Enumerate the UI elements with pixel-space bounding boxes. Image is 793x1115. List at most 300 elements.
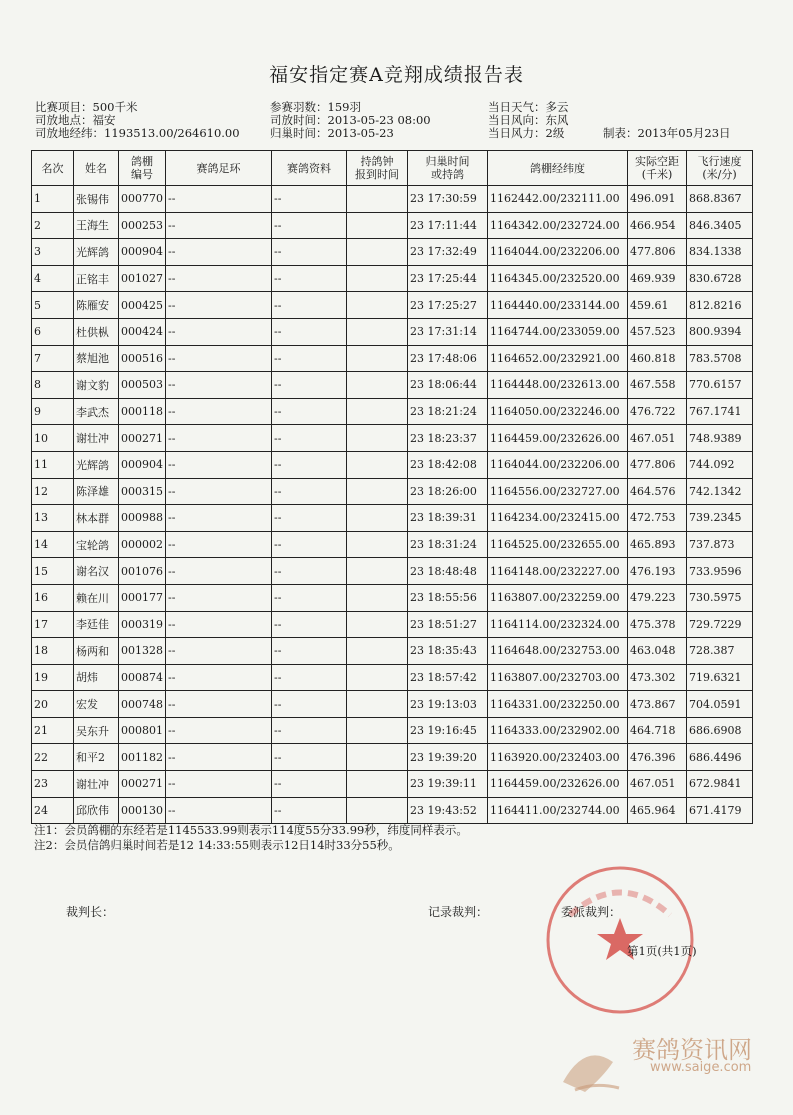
rank-cell: 9 xyxy=(32,398,74,425)
arrival-time-cell: 23 17:32:49 xyxy=(408,239,488,266)
table-row xyxy=(32,186,753,213)
ring-cell: -- xyxy=(166,744,272,771)
speed-cell: 729.7229 xyxy=(687,611,753,638)
distance-cell: 476.722 xyxy=(628,398,687,425)
distance-cell: 475.378 xyxy=(628,611,687,638)
meta-project: 比赛项目：500千米 xyxy=(35,100,138,114)
bird-info-cell: -- xyxy=(272,265,347,292)
arrival-time-cell: 23 18:21:24 xyxy=(408,398,488,425)
name-cell: 宝轮鸽 xyxy=(74,531,119,558)
distance-cell: 466.954 xyxy=(628,212,687,239)
rank-cell: 12 xyxy=(32,478,74,505)
ring-cell: -- xyxy=(166,505,272,532)
name-cell: 赖在川 xyxy=(74,584,119,611)
column-header: 赛鸽资料 xyxy=(272,151,347,186)
table-row xyxy=(32,398,753,425)
coords-cell: 1164440.00/233144.00 xyxy=(488,292,628,319)
coords-cell: 1163807.00/232703.00 xyxy=(488,664,628,691)
arrival-time-cell: 23 18:26:00 xyxy=(408,478,488,505)
speed-cell: 783.5708 xyxy=(687,345,753,372)
loft-id-cell: 000748 xyxy=(119,691,166,718)
table-row xyxy=(32,425,753,452)
column-header: 赛鸽足环 xyxy=(166,151,272,186)
bird-info-cell: -- xyxy=(272,531,347,558)
loft-id-cell: 000904 xyxy=(119,239,166,266)
meta-weather: 当日天气：多云 xyxy=(488,100,569,114)
table-row xyxy=(32,505,753,532)
loft-id-cell: 001027 xyxy=(119,265,166,292)
clock-time-cell xyxy=(347,372,408,399)
distance-cell: 467.051 xyxy=(628,771,687,798)
clock-time-cell xyxy=(347,451,408,478)
bird-info-cell: -- xyxy=(272,744,347,771)
ring-cell: -- xyxy=(166,239,272,266)
table-row xyxy=(32,638,753,665)
speed-cell: 744.092 xyxy=(687,451,753,478)
name-cell: 李武杰 xyxy=(74,398,119,425)
distance-cell: 460.818 xyxy=(628,345,687,372)
ring-cell: -- xyxy=(166,797,272,824)
loft-id-cell: 000319 xyxy=(119,611,166,638)
rank-cell: 22 xyxy=(32,744,74,771)
ring-cell: -- xyxy=(166,318,272,345)
column-header: 实际空距 (千米) xyxy=(628,151,687,186)
ring-cell: -- xyxy=(166,345,272,372)
distance-cell: 476.396 xyxy=(628,744,687,771)
name-cell: 蔡旭池 xyxy=(74,345,119,372)
speed-cell: 704.0591 xyxy=(687,691,753,718)
meta-return-date: 归巢时间：2013-05-23 xyxy=(270,126,394,140)
distance-cell: 464.576 xyxy=(628,478,687,505)
bird-info-cell: -- xyxy=(272,797,347,824)
table-row xyxy=(32,292,753,319)
bird-info-cell: -- xyxy=(272,318,347,345)
distance-cell: 496.091 xyxy=(628,186,687,213)
column-header: 鸽棚经纬度 xyxy=(488,151,628,186)
rank-cell: 14 xyxy=(32,531,74,558)
note-2: 注2：会员信鸽归巢时间若是12 14:33:55则表示12日14时33分55秒。 xyxy=(34,838,400,852)
bird-info-cell: -- xyxy=(272,398,347,425)
meta-release-time: 司放时间：2013-05-23 08:00 xyxy=(270,113,431,127)
arrival-time-cell: 23 17:48:06 xyxy=(408,345,488,372)
loft-id-cell: 000425 xyxy=(119,292,166,319)
arrival-time-cell: 23 18:48:48 xyxy=(408,558,488,585)
coords-cell: 1164448.00/232613.00 xyxy=(488,372,628,399)
ring-cell: -- xyxy=(166,186,272,213)
clock-time-cell xyxy=(347,398,408,425)
watermark-url: www.saige.com xyxy=(650,1060,752,1075)
loft-id-cell: 000002 xyxy=(119,531,166,558)
coords-cell: 1164050.00/232246.00 xyxy=(488,398,628,425)
meta-col-2 xyxy=(270,101,431,140)
arrival-time-cell: 23 18:39:31 xyxy=(408,505,488,532)
ring-cell: -- xyxy=(166,584,272,611)
table-row xyxy=(32,265,753,292)
delegate-signature: 委派裁判： xyxy=(561,905,622,919)
ring-cell: -- xyxy=(166,451,272,478)
clock-time-cell xyxy=(347,531,408,558)
name-cell: 胡炜 xyxy=(74,664,119,691)
coords-cell: 1163920.00/232403.00 xyxy=(488,744,628,771)
clock-time-cell xyxy=(347,797,408,824)
name-cell: 李廷佳 xyxy=(74,611,119,638)
rank-cell: 7 xyxy=(32,345,74,372)
distance-cell: 465.893 xyxy=(628,531,687,558)
ring-cell: -- xyxy=(166,212,272,239)
rank-cell: 1 xyxy=(32,186,74,213)
ring-cell: -- xyxy=(166,558,272,585)
arrival-time-cell: 23 18:42:08 xyxy=(408,451,488,478)
arrival-time-cell: 23 19:43:52 xyxy=(408,797,488,824)
speed-cell: 770.6157 xyxy=(687,372,753,399)
bird-info-cell: -- xyxy=(272,451,347,478)
arrival-time-cell: 23 18:55:56 xyxy=(408,584,488,611)
ring-cell: -- xyxy=(166,771,272,798)
table-row xyxy=(32,664,753,691)
loft-id-cell: 000271 xyxy=(119,425,166,452)
coords-cell: 1164525.00/232655.00 xyxy=(488,531,628,558)
distance-cell: 476.193 xyxy=(628,558,687,585)
clock-time-cell xyxy=(347,717,408,744)
ring-cell: -- xyxy=(166,638,272,665)
bird-info-cell: -- xyxy=(272,239,347,266)
note-1: 注1：会员鸽棚的东经若是1145533.99则表示114度55分33.99秒，纬度同样表示。 xyxy=(34,823,468,837)
loft-id-cell: 000271 xyxy=(119,771,166,798)
clock-time-cell xyxy=(347,186,408,213)
ring-cell: -- xyxy=(166,478,272,505)
name-cell: 谢文豹 xyxy=(74,372,119,399)
name-cell: 陈雁安 xyxy=(74,292,119,319)
speed-cell: 868.8367 xyxy=(687,186,753,213)
meta-wind-direction: 当日风向：东风 xyxy=(488,113,569,127)
arrival-time-cell: 23 17:25:44 xyxy=(408,265,488,292)
clock-time-cell xyxy=(347,611,408,638)
coords-cell: 1164234.00/232415.00 xyxy=(488,505,628,532)
bird-info-cell: -- xyxy=(272,584,347,611)
speed-cell: 719.6321 xyxy=(687,664,753,691)
ring-cell: -- xyxy=(166,425,272,452)
speed-cell: 748.9389 xyxy=(687,425,753,452)
results-table xyxy=(31,150,753,824)
rank-cell: 3 xyxy=(32,239,74,266)
table-row xyxy=(32,691,753,718)
name-cell: 光辉鸽 xyxy=(74,239,119,266)
ring-cell: -- xyxy=(166,265,272,292)
clock-time-cell xyxy=(347,265,408,292)
table-row xyxy=(32,239,753,266)
speed-cell: 672.9841 xyxy=(687,771,753,798)
speed-cell: 737.873 xyxy=(687,531,753,558)
rank-cell: 10 xyxy=(32,425,74,452)
loft-id-cell: 000177 xyxy=(119,584,166,611)
coords-cell: 1164114.00/232324.00 xyxy=(488,611,628,638)
distance-cell: 473.302 xyxy=(628,664,687,691)
table-row xyxy=(32,478,753,505)
table-row xyxy=(32,558,753,585)
loft-id-cell: 000770 xyxy=(119,186,166,213)
distance-cell: 457.523 xyxy=(628,318,687,345)
bird-info-cell: -- xyxy=(272,505,347,532)
name-cell: 王海生 xyxy=(74,212,119,239)
meta-release-site: 司放地点：福安 xyxy=(35,113,116,127)
table-row xyxy=(32,584,753,611)
speed-cell: 686.6908 xyxy=(687,717,753,744)
bird-info-cell: -- xyxy=(272,717,347,744)
clock-time-cell xyxy=(347,664,408,691)
name-cell: 林本群 xyxy=(74,505,119,532)
name-cell: 杨两和 xyxy=(74,638,119,665)
distance-cell: 464.718 xyxy=(628,717,687,744)
coords-cell: 1164044.00/232206.00 xyxy=(488,451,628,478)
bird-info-cell: -- xyxy=(272,345,347,372)
clock-time-cell xyxy=(347,505,408,532)
ring-cell: -- xyxy=(166,717,272,744)
rank-cell: 24 xyxy=(32,797,74,824)
speed-cell: 671.4179 xyxy=(687,797,753,824)
bird-info-cell: -- xyxy=(272,771,347,798)
coords-cell: 1164556.00/232727.00 xyxy=(488,478,628,505)
clock-time-cell xyxy=(347,584,408,611)
arrival-time-cell: 23 17:31:14 xyxy=(408,318,488,345)
speed-cell: 812.8216 xyxy=(687,292,753,319)
rank-cell: 19 xyxy=(32,664,74,691)
clock-time-cell xyxy=(347,478,408,505)
distance-cell: 477.806 xyxy=(628,239,687,266)
table-row xyxy=(32,212,753,239)
table-row xyxy=(32,744,753,771)
coords-cell: 1164333.00/232902.00 xyxy=(488,717,628,744)
ring-cell: -- xyxy=(166,372,272,399)
loft-id-cell: 000516 xyxy=(119,345,166,372)
rank-cell: 20 xyxy=(32,691,74,718)
chief-judge-signature: 裁判长： xyxy=(66,905,115,919)
table-header-row xyxy=(32,151,753,186)
coords-cell: 1162442.00/232111.00 xyxy=(488,186,628,213)
loft-id-cell: 000801 xyxy=(119,717,166,744)
table-row xyxy=(32,717,753,744)
coords-cell: 1164411.00/232744.00 xyxy=(488,797,628,824)
table-row xyxy=(32,531,753,558)
clock-time-cell xyxy=(347,744,408,771)
name-cell: 邱欣伟 xyxy=(74,797,119,824)
rank-cell: 13 xyxy=(32,505,74,532)
name-cell: 谢壮冲 xyxy=(74,425,119,452)
speed-cell: 739.2345 xyxy=(687,505,753,532)
rank-cell: 15 xyxy=(32,558,74,585)
name-cell: 谢壮冲 xyxy=(74,771,119,798)
distance-cell: 473.867 xyxy=(628,691,687,718)
coords-cell: 1164459.00/232626.00 xyxy=(488,771,628,798)
loft-id-cell: 000315 xyxy=(119,478,166,505)
ring-cell: -- xyxy=(166,531,272,558)
bird-info-cell: -- xyxy=(272,611,347,638)
table-row xyxy=(32,611,753,638)
name-cell: 谢名汉 xyxy=(74,558,119,585)
speed-cell: 730.5975 xyxy=(687,584,753,611)
table-row xyxy=(32,797,753,824)
bird-info-cell: -- xyxy=(272,638,347,665)
coords-cell: 1164342.00/232724.00 xyxy=(488,212,628,239)
name-cell: 吴东升 xyxy=(74,717,119,744)
rank-cell: 4 xyxy=(32,265,74,292)
meta-entries: 参赛羽数：159羽 xyxy=(270,100,361,114)
arrival-time-cell: 23 18:06:44 xyxy=(408,372,488,399)
clock-time-cell xyxy=(347,425,408,452)
clock-time-cell xyxy=(347,771,408,798)
official-seal-stamp xyxy=(540,860,700,1020)
clock-time-cell xyxy=(347,318,408,345)
clock-time-cell xyxy=(347,345,408,372)
bird-info-cell: -- xyxy=(272,292,347,319)
name-cell: 和平2 xyxy=(74,744,119,771)
bird-info-cell: -- xyxy=(272,478,347,505)
loft-id-cell: 000118 xyxy=(119,398,166,425)
arrival-time-cell: 23 19:13:03 xyxy=(408,691,488,718)
meta-made-date: 制表：2013年05月23日 xyxy=(603,126,731,140)
rank-cell: 8 xyxy=(32,372,74,399)
meta-wind-force: 当日风力：2级 xyxy=(488,126,565,140)
clock-time-cell xyxy=(347,239,408,266)
arrival-time-cell: 23 18:35:43 xyxy=(408,638,488,665)
rank-cell: 5 xyxy=(32,292,74,319)
bird-info-cell: -- xyxy=(272,664,347,691)
ring-cell: -- xyxy=(166,664,272,691)
name-cell: 陈泽雄 xyxy=(74,478,119,505)
speed-cell: 742.1342 xyxy=(687,478,753,505)
arrival-time-cell: 23 18:31:24 xyxy=(408,531,488,558)
clock-time-cell xyxy=(347,638,408,665)
coords-cell: 1163807.00/232259.00 xyxy=(488,584,628,611)
meta-col-3 xyxy=(488,101,569,140)
arrival-time-cell: 23 17:30:59 xyxy=(408,186,488,213)
recorder-signature: 记录裁判： xyxy=(428,905,489,919)
rank-cell: 17 xyxy=(32,611,74,638)
bird-info-cell: -- xyxy=(272,425,347,452)
name-cell: 宏发 xyxy=(74,691,119,718)
coords-cell: 1164744.00/233059.00 xyxy=(488,318,628,345)
loft-id-cell: 001076 xyxy=(119,558,166,585)
coords-cell: 1164652.00/232921.00 xyxy=(488,345,628,372)
loft-id-cell: 000904 xyxy=(119,451,166,478)
rank-cell: 23 xyxy=(32,771,74,798)
loft-id-cell: 001182 xyxy=(119,744,166,771)
speed-cell: 834.1338 xyxy=(687,239,753,266)
arrival-time-cell: 23 18:23:37 xyxy=(408,425,488,452)
clock-time-cell xyxy=(347,292,408,319)
distance-cell: 459.61 xyxy=(628,292,687,319)
meta-release-coords: 司放地经纬：1193513.00/264610.00 xyxy=(35,126,240,140)
table-row xyxy=(32,318,753,345)
watermark-text: 赛鸽资讯网 xyxy=(632,1036,752,1064)
name-cell: 杜供枞 xyxy=(74,318,119,345)
loft-id-cell: 001328 xyxy=(119,638,166,665)
rank-cell: 16 xyxy=(32,584,74,611)
speed-cell: 728.387 xyxy=(687,638,753,665)
coords-cell: 1164459.00/232626.00 xyxy=(488,425,628,452)
ring-cell: -- xyxy=(166,691,272,718)
coords-cell: 1164331.00/232250.00 xyxy=(488,691,628,718)
page-number: 第1页(共1页) xyxy=(627,944,697,958)
distance-cell: 472.753 xyxy=(628,505,687,532)
arrival-time-cell: 23 19:39:11 xyxy=(408,771,488,798)
rank-cell: 18 xyxy=(32,638,74,665)
column-header: 归巢时间 或持鸽 xyxy=(408,151,488,186)
clock-time-cell xyxy=(347,558,408,585)
rank-cell: 11 xyxy=(32,451,74,478)
loft-id-cell: 000130 xyxy=(119,797,166,824)
distance-cell: 479.223 xyxy=(628,584,687,611)
bird-info-cell: -- xyxy=(272,558,347,585)
meta-col-1 xyxy=(35,101,240,140)
arrival-time-cell: 23 18:51:27 xyxy=(408,611,488,638)
table-row xyxy=(32,372,753,399)
distance-cell: 465.964 xyxy=(628,797,687,824)
table-row xyxy=(32,771,753,798)
bird-info-cell: -- xyxy=(272,691,347,718)
ring-cell: -- xyxy=(166,292,272,319)
bird-info-cell: -- xyxy=(272,186,347,213)
distance-cell: 463.048 xyxy=(628,638,687,665)
column-header: 名次 xyxy=(32,151,74,186)
name-cell: 张锡伟 xyxy=(74,186,119,213)
loft-id-cell: 000424 xyxy=(119,318,166,345)
column-header: 飞行速度 (米/分) xyxy=(687,151,753,186)
column-header: 姓名 xyxy=(74,151,119,186)
speed-cell: 733.9596 xyxy=(687,558,753,585)
coords-cell: 1164044.00/232206.00 xyxy=(488,239,628,266)
name-cell: 正铭丰 xyxy=(74,265,119,292)
distance-cell: 467.558 xyxy=(628,372,687,399)
arrival-time-cell: 23 17:25:27 xyxy=(408,292,488,319)
arrival-time-cell: 23 17:11:44 xyxy=(408,212,488,239)
table-row xyxy=(32,451,753,478)
loft-id-cell: 000874 xyxy=(119,664,166,691)
loft-id-cell: 000988 xyxy=(119,505,166,532)
ring-cell: -- xyxy=(166,611,272,638)
column-header: 鸽棚 编号 xyxy=(119,151,166,186)
loft-id-cell: 000253 xyxy=(119,212,166,239)
rank-cell: 6 xyxy=(32,318,74,345)
coords-cell: 1164648.00/232753.00 xyxy=(488,638,628,665)
coords-cell: 1164345.00/232520.00 xyxy=(488,265,628,292)
arrival-time-cell: 23 19:39:20 xyxy=(408,744,488,771)
arrival-time-cell: 23 18:57:42 xyxy=(408,664,488,691)
table-row xyxy=(32,345,753,372)
distance-cell: 477.806 xyxy=(628,451,687,478)
bird-info-cell: -- xyxy=(272,372,347,399)
speed-cell: 767.1741 xyxy=(687,398,753,425)
name-cell: 光辉鸽 xyxy=(74,451,119,478)
report-title: 福安指定赛A竞翔成绩报告表 xyxy=(269,64,524,86)
column-header: 持鸽钟 报到时间 xyxy=(347,151,408,186)
clock-time-cell xyxy=(347,212,408,239)
loft-id-cell: 000503 xyxy=(119,372,166,399)
speed-cell: 686.4496 xyxy=(687,744,753,771)
table-body xyxy=(32,186,753,824)
rank-cell: 2 xyxy=(32,212,74,239)
arrival-time-cell: 23 19:16:45 xyxy=(408,717,488,744)
rank-cell: 21 xyxy=(32,717,74,744)
distance-cell: 469.939 xyxy=(628,265,687,292)
ring-cell: -- xyxy=(166,398,272,425)
bird-info-cell: -- xyxy=(272,212,347,239)
coords-cell: 1164148.00/232227.00 xyxy=(488,558,628,585)
speed-cell: 800.9394 xyxy=(687,318,753,345)
speed-cell: 846.3405 xyxy=(687,212,753,239)
distance-cell: 467.051 xyxy=(628,425,687,452)
clock-time-cell xyxy=(347,691,408,718)
speed-cell: 830.6728 xyxy=(687,265,753,292)
